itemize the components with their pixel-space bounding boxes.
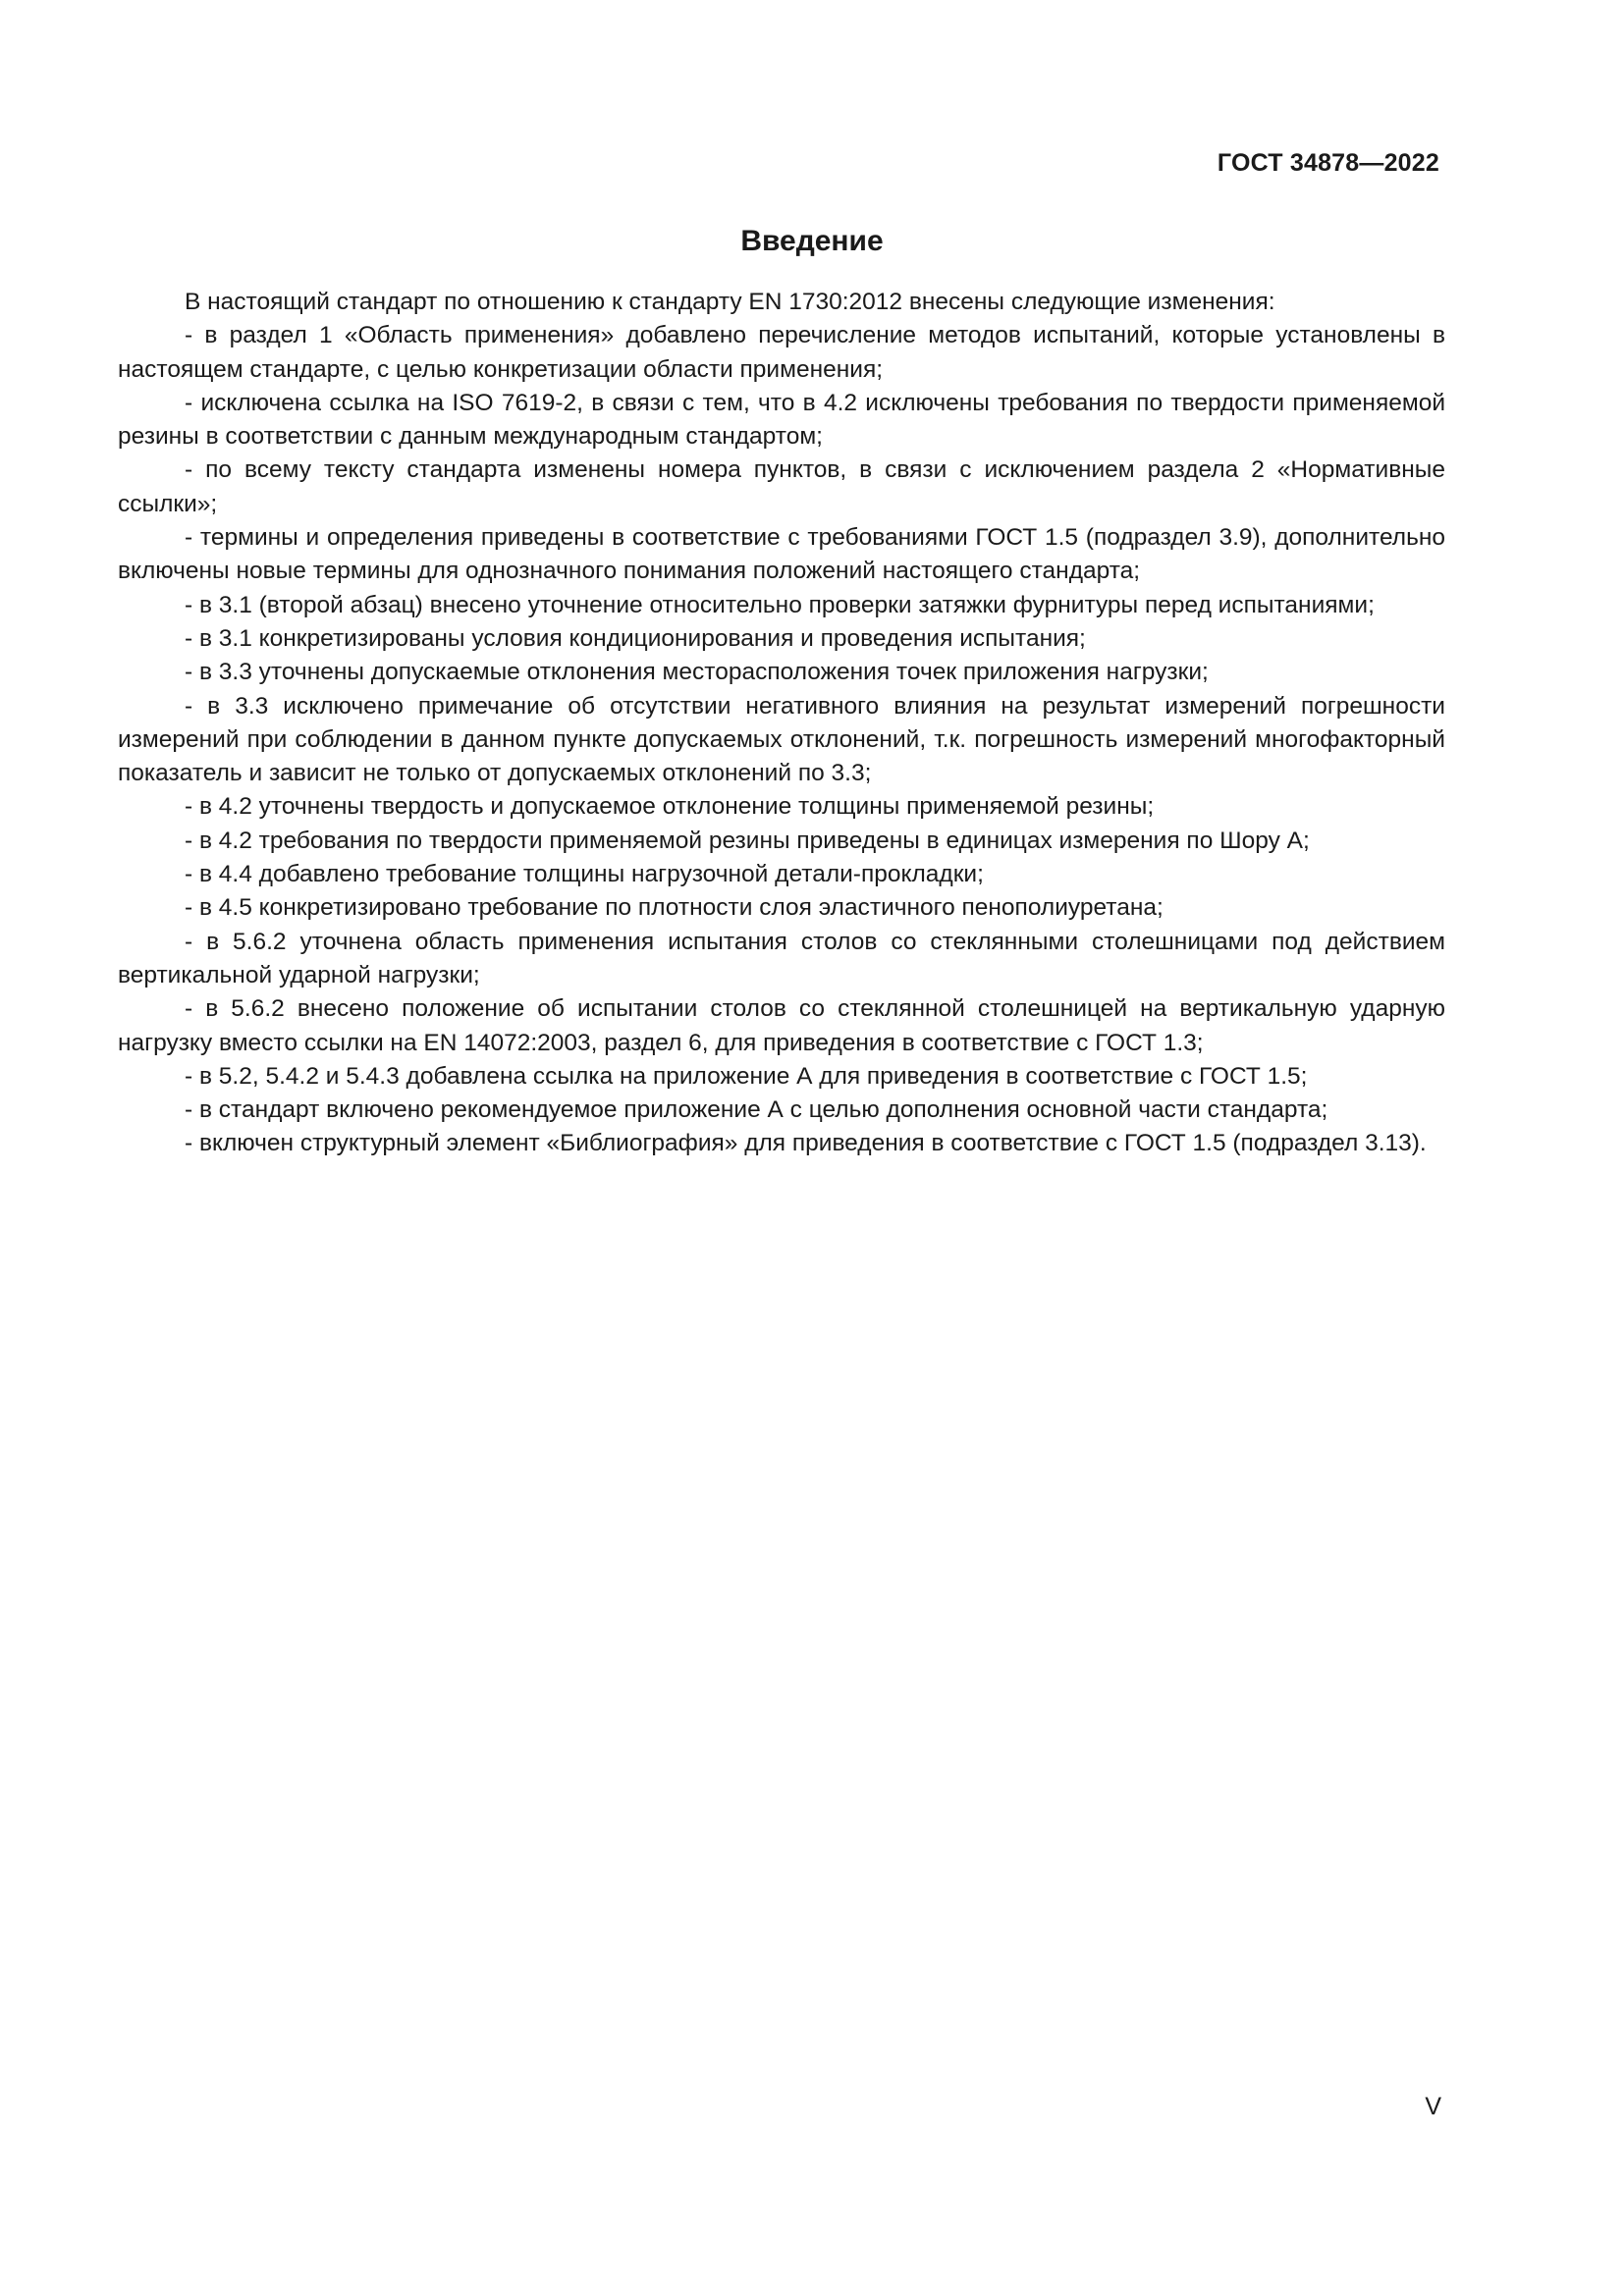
change-item-12: - в 4.5 конкретизировано требование по плотности слоя эластичного пенополиуретана;: [185, 894, 1164, 922]
section-title: Введение: [740, 225, 884, 257]
change-item-16: - в стандарт включено рекомендуемое приложение А с целью дополнения основной части стандарта;: [185, 1096, 1328, 1124]
change-item-1: - в раздел 1 «Область применения» добавлено перечисление методов испытаний, которые установлены в настоящем стандарте, с целью конкретизации области применения;: [118, 322, 1445, 383]
document-code: ГОСТ 34878—2022: [1217, 149, 1439, 177]
change-item-13: - в 5.6.2 уточнена область применения испытания столов со стеклянными столешницами под действием вертикальной ударной нагрузки;: [118, 928, 1445, 988]
change-item-10: - в 4.2 требования по твердости применяемой резины приведены в единицах измерения по Шору А;: [185, 827, 1310, 854]
change-item-15: - в 5.2, 5.4.2 и 5.4.3 добавлена ссылка на приложение А для приведения в соответствие с ГОСТ 1.5;: [185, 1062, 1308, 1090]
intro-paragraph: В настоящий стандарт по отношению к стандарту EN 1730:2012 внесены следующие изменения:: [185, 289, 1275, 315]
change-item-4: - термины и определения приведены в соответствие с требованиями ГОСТ 1.5 (подраздел 3.9), дополнительно включены новые термины для однозначного понимания положений настоящего стандарта;: [118, 524, 1445, 585]
change-item-5: - в 3.1 (второй абзац) внесено уточнение относительно проверки затяжки фурнитуры перед испытаниями;: [185, 591, 1375, 618]
change-item-14: - в 5.6.2 внесено положение об испытании столов со стеклянной столешницей на вертикальную ударную нагрузку вместо ссылки на EN 14072:2003, раздел 6, для приведения в соответствие с ГОСТ 1.3;: [118, 995, 1445, 1056]
change-item-8: - в 3.3 исключено примечание об отсутствии негативного влияния на результат измерений погрешности измерений при соблюдении в данном пункте допускаемых отклонений, т.к. погрешность измерений многофакторный показатель и зависит не только от допускаемых отклонений по 3.3;: [118, 692, 1445, 787]
change-item-7: - в 3.3 уточнены допускаемые отклонения месторасположения точек приложения нагрузки;: [185, 659, 1209, 686]
change-item-6: - в 3.1 конкретизированы условия кондиционирования и проведения испытания;: [185, 624, 1086, 652]
change-item-11: - в 4.4 добавлено требование толщины нагрузочной детали-прокладки;: [185, 861, 984, 888]
change-item-3: - по всему тексту стандарта изменены номера пунктов, в связи с исключением раздела 2 «Нормативные ссылки»;: [118, 456, 1445, 517]
change-item-9: - в 4.2 уточнены твердость и допускаемое отклонение толщины применяемой резины;: [185, 793, 1155, 821]
page-number: V: [1425, 2093, 1441, 2120]
body-text: [118, 286, 1445, 1161]
change-item-2: - исключена ссылка на ISO 7619-2, в связи с тем, что в 4.2 исключены требования по твердости применяемой резины в соответствии с данным международным стандартом;: [118, 389, 1445, 451]
change-item-17: - включен структурный элемент «Библиография» для приведения в соответствие с ГОСТ 1.5 (подраздел 3.13).: [185, 1130, 1427, 1157]
